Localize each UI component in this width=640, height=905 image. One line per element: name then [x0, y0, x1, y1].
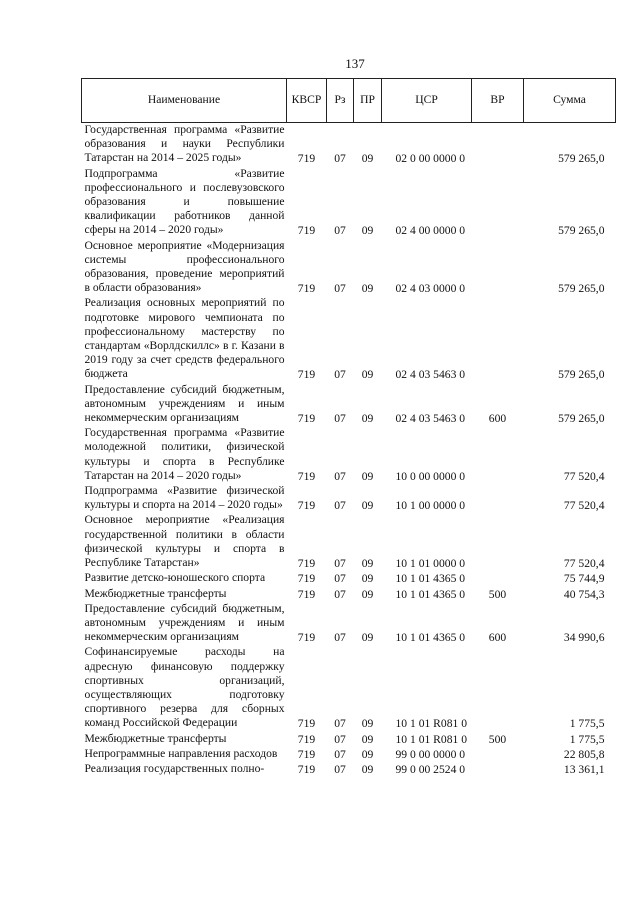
row-kvsr: 719: [297, 732, 316, 746]
header-csr: ЦСР: [382, 79, 472, 123]
row-kvsr: 719: [297, 499, 316, 513]
row-vr: [472, 484, 524, 513]
row-pr: 09: [361, 762, 374, 776]
row-pr: 09: [361, 412, 374, 426]
row-sum: 579 265,0: [558, 282, 605, 296]
table-row: [82, 571, 616, 586]
row-sum: 1 775,5: [569, 717, 605, 731]
row-kvsr: 719: [297, 572, 316, 586]
table-row: [82, 645, 616, 731]
row-sum: 40 754,3: [563, 587, 605, 601]
header-kvsr: КВСР: [287, 79, 327, 123]
row-name: Реализация государственных полно-: [84, 761, 265, 775]
row-kvsr: 719: [297, 469, 316, 483]
row-rz: 07: [334, 557, 346, 571]
row-name: Основное мероприятие «Реализация государственной политики в области физической культуры и спорта в Республике Татарстан»: [84, 513, 285, 570]
row-sum: 579 265,0: [558, 224, 605, 238]
row-name: Реализация основных мероприятий по подготовке мирового чемпионата по профессиональному мастерству по стандартам «Ворлдскиллс» в г. Казани в 2019 году за счет средств федерального бюджета: [84, 296, 285, 381]
row-name: Предоставление субсидий бюджетным, автономным учреждениям и иным некоммерческим организациям: [84, 382, 285, 425]
row-pr: 09: [361, 732, 374, 746]
row-sum: 579 265,0: [558, 412, 605, 426]
table-row: [82, 426, 616, 484]
row-vr: [472, 747, 524, 762]
row-csr: 02 4 03 5463 0: [395, 412, 466, 426]
row-pr: 09: [361, 282, 374, 296]
row-vr: 600: [488, 412, 507, 426]
row-rz: 07: [334, 631, 346, 645]
table-row: [82, 484, 616, 513]
row-rz: 07: [334, 747, 346, 761]
row-vr: 600: [488, 631, 507, 645]
row-pr: 09: [361, 557, 374, 571]
row-rz: 07: [334, 469, 346, 483]
row-csr: 10 1 01 R081 0: [395, 732, 467, 746]
row-name: Развитие детско-юношеского спорта: [84, 571, 266, 585]
row-csr: 10 1 01 4365 0: [395, 572, 466, 586]
table-row: [82, 383, 616, 427]
row-csr: 02 4 00 0000 0: [395, 224, 466, 238]
row-pr: 09: [361, 224, 374, 238]
row-pr: 09: [361, 499, 374, 513]
row-csr: 10 0 00 0000 0: [395, 469, 466, 483]
table-body: [82, 123, 616, 778]
row-sum: 77 520,4: [563, 469, 605, 483]
row-sum: 579 265,0: [558, 152, 605, 166]
row-sum: 13 361,1: [563, 762, 605, 776]
header-vr: ВР: [472, 79, 524, 123]
row-name: Государственная программа «Развитие образования и науки Республики Татарстан на 2014 – 2025 годы»: [84, 123, 285, 165]
row-pr: 09: [361, 368, 374, 382]
row-kvsr: 719: [297, 368, 316, 382]
table-row: [82, 732, 616, 747]
row-name: Подпрограмма «Развитие физической культуры и спорта на 2014 – 2020 годы»: [84, 484, 285, 512]
row-csr: 10 1 01 4365 0: [395, 631, 466, 645]
row-csr: 99 0 00 2524 0: [395, 762, 466, 776]
row-rz: 07: [334, 717, 346, 731]
row-kvsr: 719: [297, 747, 316, 761]
budget-table: [81, 78, 616, 777]
row-csr: 02 4 03 5463 0: [395, 368, 466, 382]
row-vr: [472, 571, 524, 586]
table-row: [82, 296, 616, 382]
row-pr: 09: [361, 631, 374, 645]
row-csr: 10 1 01 0000 0: [395, 557, 466, 571]
row-sum: 1 775,5: [569, 732, 605, 746]
row-kvsr: 719: [297, 717, 316, 731]
row-pr: 09: [361, 717, 374, 731]
row-pr: 09: [361, 572, 374, 586]
row-vr: 500: [488, 732, 507, 746]
row-name: Подпрограмма «Развитие профессионального и послевузовского образования и повышение квалификации работников данной сферы на 2014 – 2020 годы»: [84, 166, 285, 237]
row-name: Непрограммные направления расходов: [84, 746, 278, 760]
row-name: Предоставление субсидий бюджетным, автономным учреждениям и иным некоммерческим организациям: [84, 601, 285, 644]
table-header: [82, 79, 616, 123]
row-pr: 09: [361, 152, 374, 166]
row-kvsr: 719: [297, 224, 316, 238]
header-rz: Рз: [327, 79, 354, 123]
row-rz: 07: [334, 412, 346, 426]
row-csr: 10 1 01 R081 0: [395, 717, 467, 731]
header-name: Наименование: [82, 79, 287, 123]
row-kvsr: 719: [297, 587, 316, 601]
row-csr: 10 1 00 0000 0: [395, 499, 466, 513]
row-rz: 07: [334, 572, 346, 586]
row-kvsr: 719: [297, 762, 316, 776]
row-kvsr: 719: [297, 631, 316, 645]
row-rz: 07: [334, 499, 346, 513]
row-name: Межбюджетные трансферты: [84, 586, 227, 600]
row-csr: 99 0 00 0000 0: [395, 747, 466, 761]
table-row: [82, 602, 616, 646]
table-row: [82, 587, 616, 602]
row-kvsr: 719: [297, 557, 316, 571]
page-number: 137: [345, 56, 365, 71]
table-row: [82, 239, 616, 297]
row-name: Софинансируемые расходы на адресную финансовую поддержку спортивных организаций, осуществляющих подготовку спортивного резерва для сборных команд Российской Федерации: [84, 645, 285, 730]
row-vr: [472, 123, 524, 167]
row-sum: 75 744,9: [563, 572, 605, 586]
row-vr: [472, 239, 524, 297]
row-sum: 77 520,4: [563, 499, 605, 513]
row-vr: 500: [488, 587, 507, 601]
table-row: [82, 747, 616, 762]
row-vr: [472, 296, 524, 382]
table-row: [82, 167, 616, 239]
row-rz: 07: [334, 762, 346, 776]
row-name: Государственная программа «Развитие молодежной политики, физической культуры и спорта в Республике Татарстан на 2014 – 2020 годы»: [84, 426, 285, 482]
row-rz: 07: [334, 152, 346, 166]
row-name: Основное мероприятие «Модернизация системы профессионального образования, проведение мероприятий в области образования»: [84, 238, 285, 295]
header-pr: ПР: [354, 79, 382, 123]
row-rz: 07: [334, 224, 346, 238]
row-vr: [472, 426, 524, 484]
row-pr: 09: [361, 469, 374, 483]
row-vr: [472, 513, 524, 571]
row-csr: 02 0 00 0000 0: [395, 152, 466, 166]
row-pr: 09: [361, 747, 374, 761]
row-sum: 22 805,8: [563, 747, 605, 761]
row-kvsr: 719: [297, 282, 316, 296]
row-csr: 10 1 01 4365 0: [395, 587, 466, 601]
row-csr: 02 4 03 0000 0: [395, 282, 466, 296]
row-vr: [472, 645, 524, 731]
row-kvsr: 719: [297, 152, 316, 166]
row-sum: 77 520,4: [563, 557, 605, 571]
row-vr: [472, 762, 524, 777]
row-sum: 579 265,0: [558, 368, 605, 382]
row-sum: 34 990,6: [563, 631, 605, 645]
row-rz: 07: [334, 368, 346, 382]
table-row: [82, 123, 616, 167]
row-rz: 07: [334, 282, 346, 296]
row-rz: 07: [334, 587, 346, 601]
header-sum: Сумма: [524, 79, 616, 123]
row-vr: [472, 167, 524, 239]
row-rz: 07: [334, 732, 346, 746]
table-row: [82, 513, 616, 571]
row-name: Межбюджетные трансферты: [84, 731, 227, 745]
row-kvsr: 719: [297, 412, 316, 426]
table-row: [82, 762, 616, 777]
row-pr: 09: [361, 587, 374, 601]
